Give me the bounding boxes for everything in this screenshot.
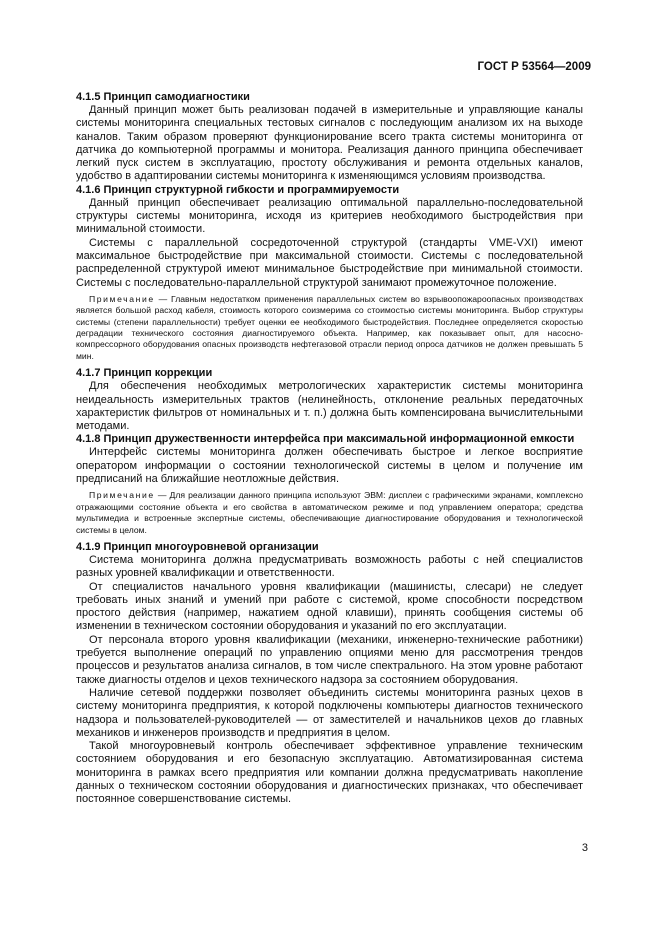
paragraph: Система мониторинга должна предусматривать возможность работы с ней специалистов разных уровней квалификации и ответственности.: [76, 554, 583, 580]
note-label: Примечание: [89, 490, 155, 501]
note-4-1-8: [76, 490, 583, 536]
paragraph: Для обеспечения необходимых метрологических характеристик системы мониторинга неидеальность измерительных трактов (нелинейность, отклонение реальных передаточных характеристик фильтров от номинальных и т. п.) должна быть компенсирована вычислительными методами.: [76, 380, 583, 433]
section-heading-4-1-9: 4.1.9 Принцип многоуровневой организации: [76, 541, 319, 553]
note-text: — Для реализации данного принципа используют ЭВМ: дисплеи с графическими экранами, комплексно отражающими состояние объекта и его свойства в автоматическом режиме и под управлением оператора; средства мультимедиа и встроенные экспертные системы, обеспечивающие диагностирование оборудования и технологической системы в целом.: [76, 490, 584, 535]
section-heading-4-1-7: 4.1.7 Принцип коррекции: [76, 367, 213, 380]
paragraph: Наличие сетевой поддержки позволяет объединить системы мониторинга разных цехов в систему мониторинга предприятия, к которой подключены компьютеры диагностов технического надзора и пользователей-руководителей — от заместителей и начальников цехов до главных механиков и инженеров производств и предприятия в целом.: [76, 686, 583, 739]
paragraph: От персонала второго уровня квалификации (механики, инженерно-технические работники) требуется выполнение операций по управлению опциями меню для рассмотрения трендов процессов и результатов анализа сигналов, в том числе спектрального. На этом уровне работают также диагносты отделов и цехов технического надзора за состоянием оборудования.: [76, 633, 583, 686]
document-header: ГОСТ Р 53564—2009: [477, 61, 591, 73]
note-label: Примечание: [89, 293, 155, 304]
paragraph: Системы с параллельной сосредоточенной структурой (стандарты VME-VXI) имеют максимальное быстродействие при максимальной стоимости. Системы с последовательной распределенной структурой имеют минимальное быстродействие при минимальной стоимости. Системы с последовательно-параллельной структурой занимают промежуточное положение.: [76, 236, 583, 289]
section-heading-4-1-5: 4.1.5 Принцип самодиагностики: [76, 91, 250, 103]
paragraph: Интерфейс системы мониторинга должен обеспечивать быстрое и легкое восприятие оператором информации о состоянии технологической системы в целом и получение им предписаний на ближайшие неотложные действия.: [76, 446, 583, 486]
page-number: 3: [581, 842, 588, 854]
paragraph: Данный принцип может быть реализован подачей в измерительные и управляющие каналы системы мониторинга специальных тестовых сигналов с последующим анализом их на выходе каналов. Таким образом проверяют функционирование всего тракта системы мониторинга от датчика до компьютерной программы и монитора. Реализация данного принципа обеспечивает легкий пуск систем в эксплуатацию, простоту обслуживания и ремонта отдельных каналов, удобство в адаптировании системы мониторинга к изменяющимся условиям производства.: [76, 104, 583, 183]
paragraph: Такой многоуровневый контроль обеспечивает эффективное управление техническим состоянием оборудования и его безопасную эксплуатацию. Автоматизированная система мониторинга в рамках всего предприятия или компании должна предусматривать накопление данных о техническом состоянии оборудования и диагностических признаках, что обеспечивает постоянное совершенствование системы.: [76, 740, 583, 806]
page-body: [76, 91, 583, 807]
section-heading-4-1-6: 4.1.6 Принцип структурной гибкости и программируемости: [76, 183, 400, 196]
paragraph: От специалистов начального уровня квалификации (машинисты, слесари) не следует требовать иных знаний и умений при работе с системой, кроме способности посредством простого действия (например, нажатием одной клавиши), принять сообщения системы об изменении в техническом состоянии оборудования и указаний по его эксплуатации.: [76, 580, 583, 633]
section-heading-4-1-8: 4.1.8 Принцип дружественности интерфейса при максимальной информационной емкости: [76, 433, 575, 446]
note-text: — Главным недостатком применения параллельных систем во взрывоопожароопасных производствах является большой расход кабеля, стоимость которого соизмерима со стоимостью системы мониторинга. Выбор структуры системы (степени параллельности) требует оценки ее необходимого быстродействия. Последнее определяется скоростью деградации технического состояния диагностируемого объекта. Например, как показывает опыт, для насосно-компрессорного оборудования опасных производств нефтегазовой отрасли период опроса датчиков не должен превышать 5 мин.: [76, 293, 583, 361]
note-4-1-6: [76, 294, 583, 362]
paragraph: Данный принцип обеспечивает реализацию оптимальной параллельно-последовательной структуры системы мониторинга, исходя из критериев необходимого быстродействия при минимальной стоимости.: [76, 196, 583, 236]
